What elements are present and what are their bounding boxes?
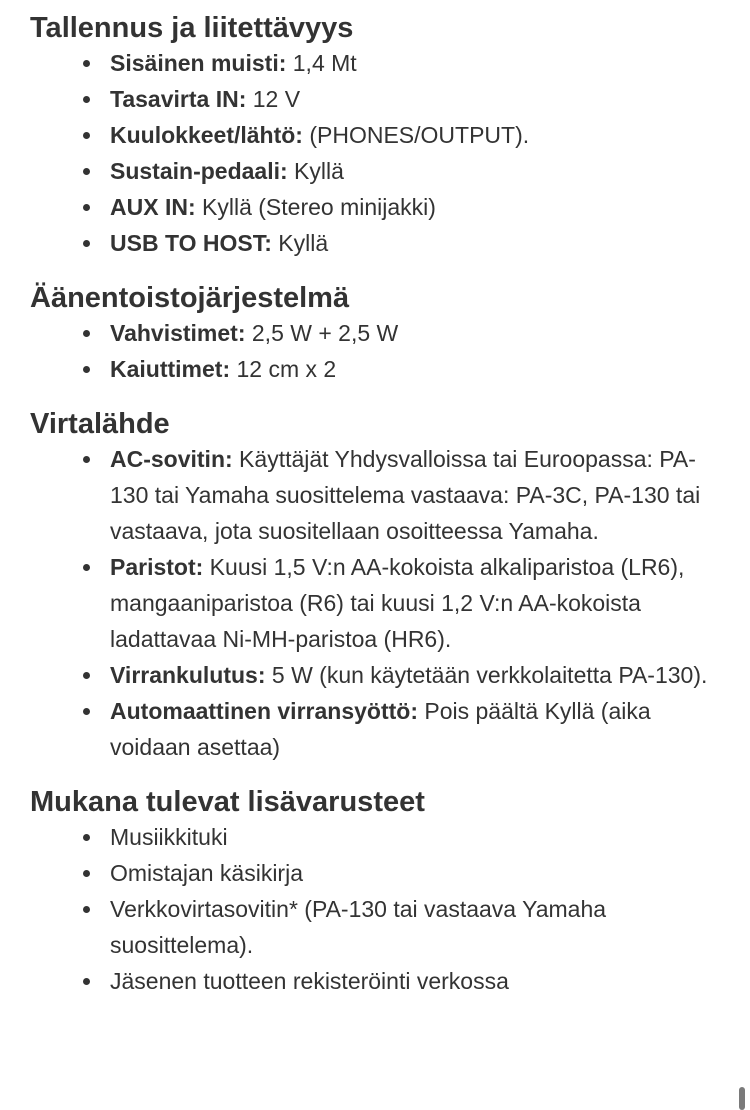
list-item — [110, 441, 722, 549]
spec-value: Kyllä — [287, 158, 344, 184]
list-item — [110, 117, 722, 153]
spec-value: 2,5 W + 2,5 W — [245, 320, 399, 346]
spec-value: (PHONES/OUTPUT). — [302, 122, 530, 148]
spec-value: Kuusi 1,5 V:n AA-kokoista alkaliparistoa (LR6), mangaaniparistoa (R6) tai kuusi 1,2 V:n AA-kokoista ladattavaa Ni-MH-paristoa (HR6). — [110, 554, 685, 652]
spec-label: Virrankulutus: — [110, 662, 266, 688]
spec-label: Sisäinen muisti: — [110, 50, 287, 76]
spec-label: Tasavirta IN: — [110, 86, 247, 112]
list-item — [110, 693, 722, 765]
spec-label: Sustain-pedaali: — [110, 158, 288, 184]
spec-value: 12 V — [246, 86, 301, 112]
spec-label: AC-sovitin: — [110, 446, 233, 472]
spec-label: USB TO HOST: — [110, 230, 272, 256]
list-item — [110, 225, 722, 261]
section-heading-accessories: Mukana tulevat lisävarusteet — [30, 786, 425, 818]
storage-spec-list — [0, 45, 722, 261]
spec-value: Kyllä (Stereo minijakki) — [195, 194, 436, 220]
spec-value: 5 W (kun käytetään verkkolaitetta PA-130). — [265, 662, 708, 688]
spec-value: Pois päältä Kyllä (aika voidaan asettaa) — [110, 698, 651, 760]
spec-value: Kyllä — [271, 230, 329, 256]
list-item: Omistajan käsikirja — [110, 855, 722, 891]
power-spec-list — [0, 441, 722, 765]
spec-label: Automaattinen virransyöttö: — [110, 698, 418, 724]
section-heading-sound-system: Äänentoistojärjestelmä — [30, 282, 350, 314]
list-item — [110, 153, 722, 189]
list-item — [110, 189, 722, 225]
sound-spec-list — [0, 315, 722, 387]
spec-label: Kaiuttimet: — [110, 356, 231, 382]
spec-label: Kuulokkeet/lähtö: — [110, 122, 303, 148]
spec-document — [0, 11, 722, 999]
spec-value: 1,4 Mt — [286, 50, 357, 76]
list-item — [110, 657, 722, 693]
list-item — [110, 549, 722, 657]
spec-label: Vahvistimet: — [110, 320, 246, 346]
section-heading-storage: Tallennus ja liitettävyys — [30, 12, 354, 44]
accessories-list — [0, 819, 722, 999]
list-item: Jäsenen tuotteen rekisteröinti verkossa — [110, 963, 722, 999]
list-item — [110, 45, 722, 81]
list-item: Musiikkituki — [110, 819, 722, 855]
section-heading-power: Virtalähde — [30, 408, 170, 440]
spec-value: 12 cm x 2 — [230, 356, 337, 382]
list-item — [110, 351, 722, 387]
spec-value: Käyttäjät Yhdysvalloissa tai Euroopassa: PA-130 tai Yamaha suosittelema vastaava: PA-3C, PA-130 tai vastaava, jota suositellaan osoitteessa Yamaha. — [110, 446, 701, 544]
spec-label: AUX IN: — [110, 194, 196, 220]
scrollbar[interactable] — [739, 1087, 745, 1110]
list-item — [110, 81, 722, 117]
spec-label: Paristot: — [110, 554, 204, 580]
list-item: Verkkovirtasovitin* (PA-130 tai vastaava Yamaha suosittelema). — [110, 891, 722, 963]
list-item — [110, 315, 722, 351]
